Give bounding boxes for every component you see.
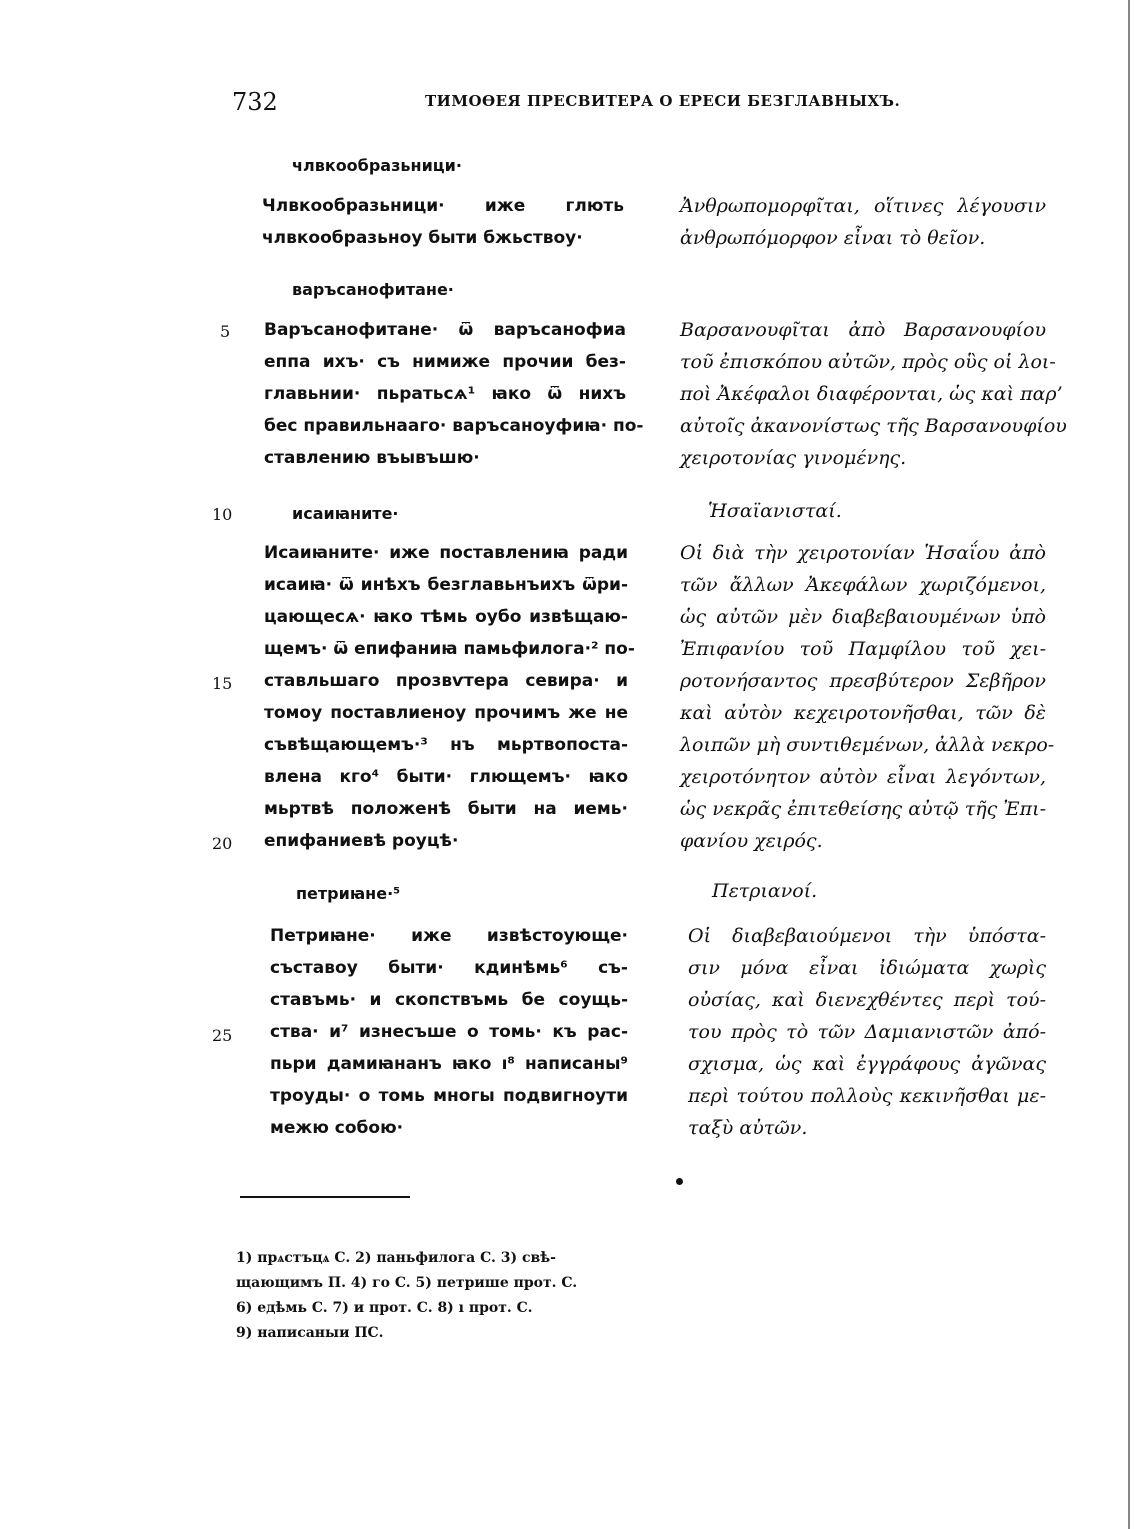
section-heading-slavonic: исаиꙗните·	[292, 504, 399, 523]
text-line: томоу поставлиеноу прочимъ же не	[264, 703, 628, 723]
text-line: ποὶ Ἀκέφαλοι διαφέρονται, ὡς καὶ παρ’	[680, 383, 1063, 405]
text-line: Члвкообразьници· иже глють	[262, 196, 624, 216]
text-line: межю собою·	[270, 1118, 404, 1138]
text-line: Ἀνθρωπομορφῖται, οἵτινες λέγουσιν	[680, 195, 1046, 217]
text-line: ства· и⁷ изнесъше о томь· къ рас-	[270, 1022, 628, 1042]
text-line: бес правильнааго· варъсаноуфиꙗ· по-	[264, 416, 644, 436]
text-line: Οἱ διὰ τὴν χειροτονίαν Ἡσαΐου ἀπὸ	[680, 542, 1046, 564]
footnote-line: 9) написаныи ПС.	[236, 1325, 384, 1341]
text-line: χειροτόνητον αὐτὸν εἶναι λεγόντων,	[680, 766, 1046, 788]
footnote-rule	[240, 1196, 410, 1198]
text-line: ἀνθρωπόμορφον εἶναι τὸ θεῖον.	[680, 227, 986, 249]
line-number: 20	[212, 834, 233, 853]
text-line: σιν μόνα εἶναι ἰδιώματα χωρὶς	[688, 957, 1046, 979]
text-line: щемъ· ѿ епифаниꙗ памьфилога·² по-	[264, 639, 635, 659]
line-number: 5	[220, 322, 231, 341]
text-line: φανίου χειρός.	[680, 830, 823, 852]
line-number: 25	[212, 1026, 233, 1045]
text-line: ставльшаго прозвѵтера севира· и	[264, 671, 628, 691]
text-line: еппа ихъ· съ нимиже прочии без-	[264, 352, 626, 372]
text-line: καὶ αὐτὸν κεχειροτονῆσθαι, τῶν δὲ	[680, 702, 1046, 724]
text-line: исаиꙗ· ѿ инѣхъ безглавьнъихъ ѿри-	[264, 575, 628, 595]
slavonic-paragraph	[264, 537, 635, 857]
text-line: цающесѧ· ꙗко тѣмь оубо извѣщаю-	[264, 607, 628, 627]
text-line: епифаниевѣ роуцѣ·	[264, 831, 459, 851]
text-line: αὐτοῖς ἀκανονίστως τῆς Βαρσανουφίου	[680, 415, 1067, 437]
text-line: ὡς νεκρᾶς ἐπιτεθείσης αὐτῷ τῆς Ἐπι-	[680, 798, 1046, 820]
text-line: οὐσίας, καὶ διενεχθέντες περὶ τού-	[688, 989, 1046, 1011]
text-line: ὡς αὐτῶν μὲν διαβεβαιουμένων ὑπὸ	[680, 606, 1046, 628]
section-heading-slavonic: члвкообразьници·	[292, 156, 462, 175]
greek-paragraph	[680, 190, 1046, 254]
text-line: члвкообразьноу быти бжьствоу·	[262, 228, 583, 248]
text-line: λοιπῶν μὴ συντιθεμένων, ἀλλὰ νεκρο-	[680, 734, 1055, 756]
text-line: ταξὺ αὐτῶν.	[688, 1117, 808, 1139]
text-line: влена кго⁴ быти· глющемъ· ꙗко	[264, 767, 628, 787]
text-line: χειροτονίας γινομένης.	[680, 447, 907, 469]
greek-paragraph	[680, 314, 1067, 474]
section-heading-slavonic: петриꙗне·⁵	[296, 884, 401, 903]
footnote-line: щающимъ П. 4) го C. 5) петрише прот. C.	[236, 1275, 578, 1291]
text-line: περὶ τούτου πολλοὺς κεκινῆσθαι με-	[688, 1085, 1046, 1107]
text-line: Βαρσανουφῖται ἀπὸ Βαρσανουφίου	[680, 319, 1046, 341]
greek-paragraph	[688, 920, 1046, 1144]
text-line: съвѣщающемъ·³ нъ мьртвопоста-	[264, 735, 628, 755]
running-title: ТИМОѲЕЯ ПРЕСВИТЕРА О ЕРЕСИ БЕЗГЛАВНЫХЪ.	[425, 92, 901, 110]
greek-paragraph	[680, 537, 1055, 857]
text-line: троуды· о томь многы подвигноути	[270, 1086, 628, 1106]
text-line: του πρὸς τὸ τῶν Δαμιανιστῶν ἀπό-	[688, 1021, 1046, 1043]
footnote-line: 6) едѣмь C. 7) и прот. C. 8) ı прот. C.	[236, 1300, 533, 1316]
text-line: съставоу быти· кдинѣмь⁶ съ-	[270, 958, 628, 978]
line-number: 15	[212, 674, 233, 693]
text-line: ставъмь· и скопствъмь бе соущь-	[270, 990, 628, 1010]
section-heading-slavonic: варъсанофитане·	[292, 280, 454, 299]
text-line: ροτονήσαντος πρεσβύτερον Σεβῆρον	[680, 670, 1046, 692]
text-line: τῶν ἄλλων Ἀκεφάλων χωριζόμενοι,	[680, 574, 1046, 596]
text-line: пьри дамиꙗнанъ ꙗко ı⁸ написаны⁹	[270, 1054, 628, 1074]
text-line: σχισμα, ὡς καὶ ἐγγράφους ἀγῶνας	[688, 1053, 1046, 1075]
page-edge	[1128, 0, 1130, 1529]
text-line: ставлению въывъшю·	[264, 448, 480, 468]
bullet-mark	[676, 1178, 683, 1185]
text-line: Ἐπιφανίου τοῦ Παμφίλου τοῦ χει-	[680, 638, 1046, 660]
text-line: Исаиꙗните· иже поставлениꙗ ради	[264, 543, 628, 563]
section-heading-greek: Πετριανοί.	[712, 880, 818, 902]
section-heading-greek: Ἡσαϊανισταί.	[708, 500, 842, 522]
text-line: мьртвѣ положенѣ быти на иемь·	[264, 799, 628, 819]
text-line: главьнии· пьратьсѧ¹ ꙗко ѿ нихъ	[264, 384, 626, 404]
slavonic-paragraph	[262, 190, 624, 254]
slavonic-paragraph	[264, 314, 644, 474]
page-number: 732	[232, 88, 278, 116]
line-number: 10	[212, 505, 233, 524]
text-line: Варъсанофитане· ѿ варъсанофиа	[264, 320, 626, 340]
footnote-line: 1) прѧстъцѧ C. 2) паньфилога C. 3) свѣ-	[236, 1250, 556, 1266]
text-line: Петриꙗне· иже извѣстоующе·	[270, 926, 628, 946]
text-line: Οἱ διαβεβαιούμενοι τὴν ὑπόστα-	[688, 925, 1046, 947]
text-line: τοῦ ἐπισκόπου αὐτῶν, πρὸς οὓς οἱ λοι-	[680, 351, 1056, 373]
slavonic-paragraph	[270, 920, 628, 1144]
